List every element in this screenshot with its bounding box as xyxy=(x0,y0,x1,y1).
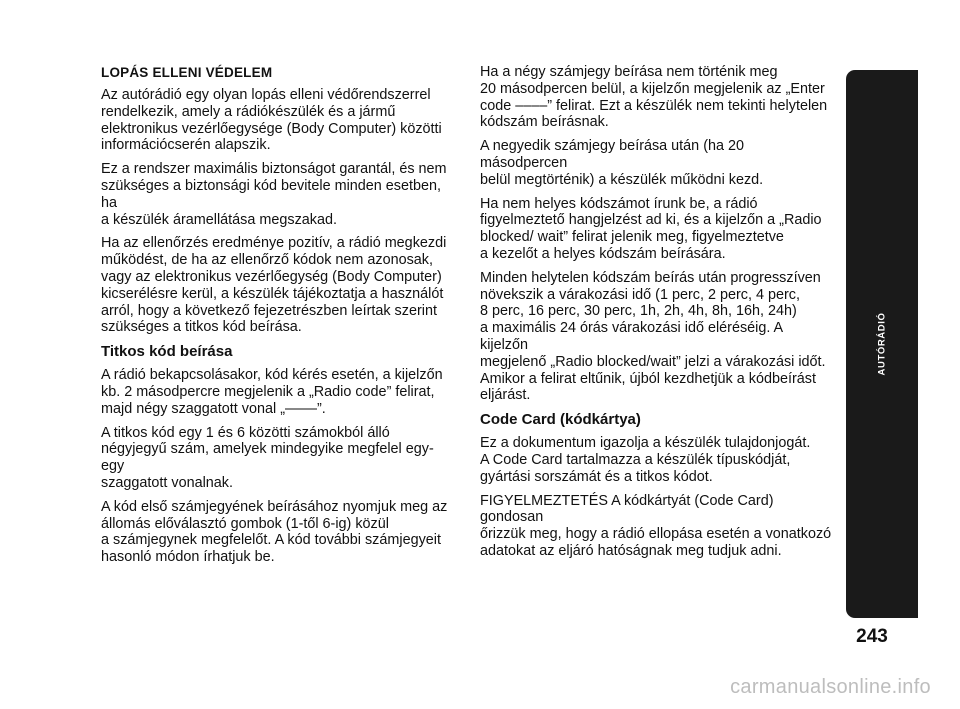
paragraph: Ha a négy számjegy beírása nem történik meg 20 másodpercen belül, a kijelzőn megjelenik az „Enter code ––––” felirat. Ezt a készülék nem tekinti helytelen kódszám beírásnak. xyxy=(480,64,828,131)
paragraph: A kód első számjegyének beírásához nyomjuk meg az állomás előválasztó gombok (1-től 6-ig) közül a számjegynek megfelelőt. A kód további számjegyeit hasonló módon írhatjuk be. xyxy=(101,498,448,566)
subheading-code-card: Code Card (kódkártya) xyxy=(480,411,641,429)
paragraph: A rádió bekapcsolásakor, kód kérés esetén, a kijelzőn kb. 2 másodpercre megjelenik a „Radio code” felirat, majd négy szaggatott vonal „––––”. xyxy=(101,367,443,417)
left-column xyxy=(101,64,453,573)
paragraph: Az autórádió egy olyan lopás elleni védőrendszerrel rendelkezik, amely a rádiókészülék és a jármű elektronikus vezérlőegysége (Body Computer) közötti információcserén alapszik. xyxy=(101,87,442,154)
paragraph: Ez a dokumentum igazolja a készülék tulajdonjogát. A Code Card tartalmazza a készülék típuskódját, gyártási sorszámát és a titkos kódot. xyxy=(480,435,811,485)
section-heading: LOPÁS ELLENI VÉDELEM xyxy=(101,65,273,80)
page-number: 243 xyxy=(856,626,888,647)
paragraph: Ez a rendszer maximális biztonságot garantál, és nem szükséges a biztonsági kód bevitele minden esetben, ha a készülék áramellátása megszakad. xyxy=(101,161,447,228)
subheading-secret-code: Titkos kód beírása xyxy=(101,343,233,361)
watermark: carmanualsonline.info xyxy=(730,676,931,698)
paragraph: FIGYELMEZTETÉS A kódkártyát (Code Card) gondosan őrizzük meg, hogy a rádió ellopása esetén a vonatkozó adatokat az eljáró hatóságnak meg tudjuk adni. xyxy=(480,492,832,559)
paragraph: Ha nem helyes kódszámot írunk be, a rádió figyelmeztető hangjelzést ad ki, és a kijelzőn a „Radio blocked/ wait” felirat jelenik meg, figyelmeztetve a kezelőt a helyes kódszám beírására. xyxy=(480,195,822,262)
paragraph: Ha az ellenőrzés eredménye pozitív, a rádió megkezdi működést, de ha az ellenőrző kódok nem azonosak, vagy az elektronikus vezérlőegység (Body Computer) kicserélésre kerül, a készülék tájékoztatja a használót arról, hogy a következő fejezetrészben leírtak szerint szükséges a titkos kód beírása. xyxy=(101,235,447,336)
paragraph: A negyedik számjegy beírása után (ha 20 másodpercen belül megtörténik) a készülék működni kezd. xyxy=(480,138,764,188)
right-column xyxy=(480,64,832,567)
section-tab xyxy=(846,70,918,618)
section-tab-label: AUTÓRÁDIÓ xyxy=(876,312,888,376)
paragraph: Minden helytelen kódszám beírás után progresszíven növekszik a várakozási idő (1 perc, 2 perc, 4 perc, 8 perc, 16 perc, 30 perc, 1h, 2h, 4h, 8h, 16h, 24h) a maximális 24 órás várakozási idő eléréséig. A kijelzőn megjelenő „Radio blocked/wait” jelzi a várakozási időt. Amikor a felirat eltűnik, újból kezdhetjük a kódbeírást eljárást. xyxy=(480,269,826,404)
paragraph: A titkos kód egy 1 és 6 közötti számokból álló négyjegyű szám, amelyek mindegyike megfelel egy-egy szaggatott vonalnak. xyxy=(101,424,434,491)
